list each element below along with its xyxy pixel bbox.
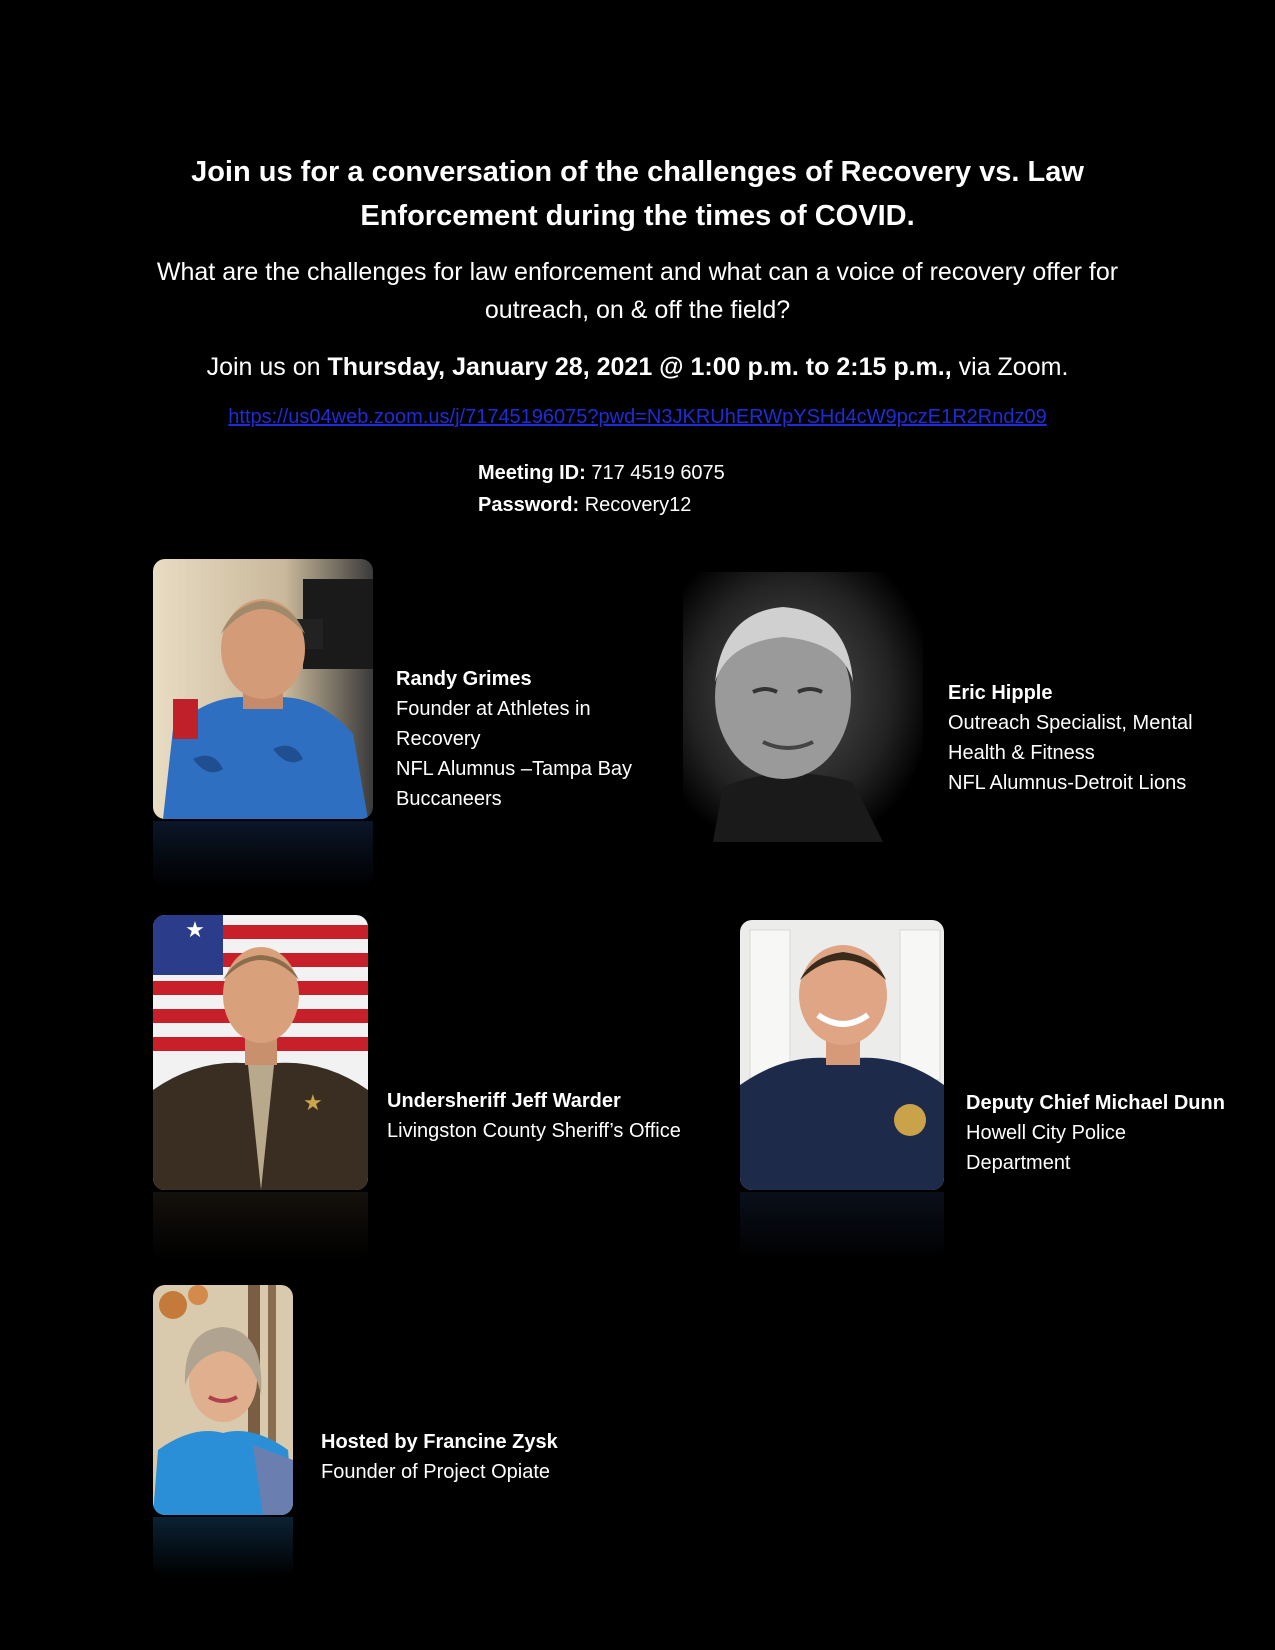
speaker-title: NFL Alumnus –Tampa Bay <box>396 758 633 780</box>
jeff-warder-photo-reflection <box>153 1192 368 1262</box>
when-prefix: Join us on <box>206 353 328 381</box>
password-label: Password: <box>478 494 580 516</box>
francine-zysk-photo-reflection <box>153 1517 293 1577</box>
randy-grimes-photo <box>153 559 373 819</box>
host-francine-zysk <box>321 1427 558 1487</box>
speaker-title: Howell City Police <box>966 1122 1127 1144</box>
michael-dunn-photo <box>740 920 944 1190</box>
speaker-title: Founder at Athletes in <box>396 698 591 720</box>
password-value: Recovery12 <box>579 494 692 516</box>
michael-dunn-photo-reflection <box>740 1192 944 1260</box>
meeting-info <box>478 457 725 521</box>
meeting-id-label: Meeting ID: <box>478 462 586 484</box>
speaker-title: Livingston County Sheriff’s Office <box>387 1120 681 1142</box>
speaker-title: Outreach Specialist, Mental <box>948 712 1193 734</box>
meeting-password <box>478 489 725 521</box>
speaker-title: Recovery <box>396 728 481 750</box>
speaker-michael-dunn <box>966 1088 1225 1178</box>
speaker-name: Hosted by Francine Zysk <box>321 1431 558 1453</box>
speaker-title: Founder of Project Opiate <box>321 1461 551 1483</box>
when-datetime: Thursday, January 28, 2021 @ 1:00 p.m. to 2:15 p.m., <box>327 353 952 381</box>
speaker-name: Undersheriff Jeff Warder <box>387 1090 621 1112</box>
zoom-link[interactable]: https://us04web.zoom.us/j/71745196075?pwd=N3JKRUhERWpYSHd4cW9pczE1R2Rndz09 <box>228 406 1047 428</box>
jeff-warder-photo <box>153 915 368 1190</box>
svg-text:★: ★ <box>303 1091 323 1116</box>
eric-hipple-photo <box>683 572 923 842</box>
speaker-title: Department <box>966 1152 1071 1174</box>
speaker-jeff-warder <box>387 1086 681 1146</box>
speaker-title: Buccaneers <box>396 788 502 810</box>
speaker-eric-hipple <box>948 678 1193 798</box>
when-suffix: via Zoom. <box>951 353 1069 381</box>
randy-grimes-photo-reflection <box>153 821 373 887</box>
speaker-title: NFL Alumnus-Detroit Lions <box>948 772 1187 794</box>
meeting-id-value: 717 4519 6075 <box>585 462 725 484</box>
meeting-id <box>478 457 725 489</box>
speaker-name: Randy Grimes <box>396 668 532 690</box>
speaker-name: Deputy Chief Michael Dunn <box>966 1092 1225 1114</box>
speaker-name: Eric Hipple <box>948 682 1053 704</box>
svg-text:★: ★ <box>185 918 205 943</box>
speaker-title: Health & Fitness <box>948 742 1095 764</box>
francine-zysk-photo <box>153 1285 293 1515</box>
headline: Join us for a conversation of the challenges of Recovery vs. Law Enforcement during the times of COVID. <box>191 156 1084 232</box>
event-datetime <box>140 349 1135 385</box>
subheadline: What are the challenges for law enforcement and what can a voice of recovery offer for outreach, on & off the field? <box>156 258 1119 324</box>
speaker-randy-grimes <box>396 664 632 814</box>
